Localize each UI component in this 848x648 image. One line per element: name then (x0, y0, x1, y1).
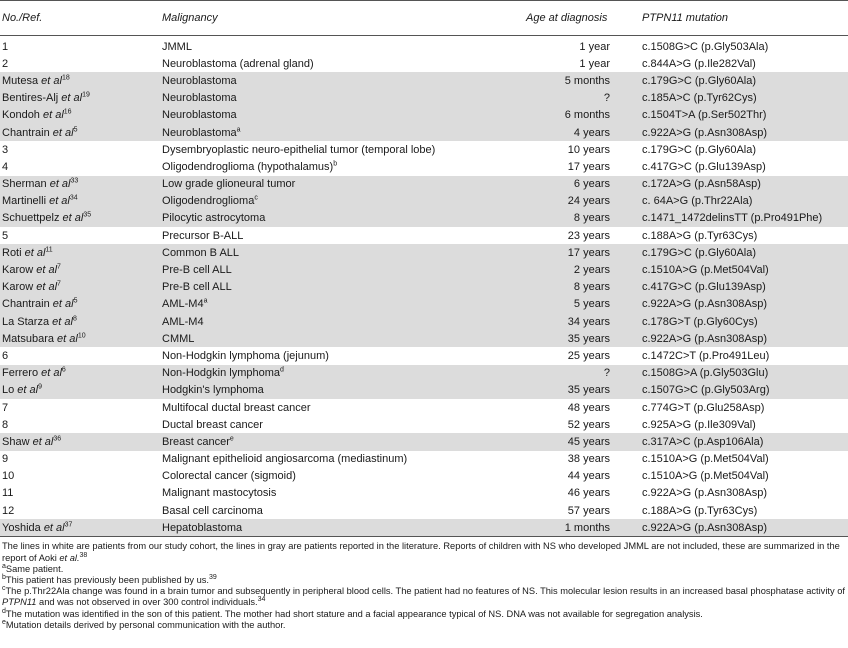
cell-malignancy: Common B ALL (160, 244, 478, 261)
cell-mutation: c.185A>C (p.Tyr62Cys) (638, 90, 848, 107)
cell-malignancy: Oligodendroglioma (hypothalamus)$^b$ (162, 160, 338, 173)
cell-age: 1 year (579, 57, 610, 70)
ref-etal: et al (52, 298, 74, 311)
cell-ref: 6 (2, 349, 9, 362)
table-row (0, 416, 848, 433)
ref-author: Matsubara (2, 332, 58, 345)
table-footnotes (0, 537, 848, 631)
ref-author: Schuettpelz (2, 212, 63, 225)
cell-malignancy: Neuroblastoma (adrenal gland) (162, 57, 314, 70)
table-row (0, 519, 848, 536)
table-row (0, 365, 848, 382)
footnote-d: $^d$The mutation was identified in the son of this patient. The mother had short stature and a facial appearance typical of NS. DNA was not available for segregation analysis. (2, 607, 703, 619)
cell-age: 1 months (478, 519, 638, 536)
ref-author: Lo (2, 384, 18, 397)
cell-mutation: c.188A>G (p.Tyr63Cys) (642, 229, 758, 242)
cell-ref: Sherman et $al^{33}$ (0, 176, 160, 193)
table-row (0, 347, 848, 364)
ref-etal: et al (41, 74, 62, 87)
cell-mutation: c.922A>G (p.Asn308Asp) (638, 124, 848, 141)
cell-malignancy: Pre-B cell ALL (160, 261, 478, 278)
cell-mutation: c.317A>C (p.Asp106Ala) (638, 433, 848, 450)
cell-malignancy: Neuroblastoma (160, 107, 478, 124)
cell-malignancy: CMML (160, 330, 478, 347)
cell-mutation: c.179G>C (p.Gly60Ala) (638, 72, 848, 89)
ref-etal: et al (24, 246, 46, 259)
ref-author: Bentires-Alj (2, 92, 62, 105)
cell-ref: 3 (2, 143, 9, 156)
cell-malignancy: Ductal breast cancer (162, 418, 263, 431)
cell-age: 45 years (478, 433, 638, 450)
ref-etal: et al (52, 126, 74, 139)
ref-author: Shaw (2, 435, 33, 448)
cell-age: ? (478, 90, 638, 107)
cell-ref: Ferrero et $al^6$ (0, 365, 160, 382)
ref-etal: et al (36, 264, 58, 277)
table-row (0, 227, 848, 244)
cell-mutation: c.178G>T (p.Gly60Cys) (638, 313, 848, 330)
cell-age: 23 years (567, 229, 610, 242)
table-row (0, 72, 848, 89)
table-row (0, 502, 848, 519)
cell-age: 52 years (567, 418, 610, 431)
ref-etal: et al (43, 521, 65, 534)
cell-ref: Chantrain et $al^5$ (0, 296, 160, 313)
table-row (0, 382, 848, 399)
cell-mutation: c.1510A>G (p.Met504Val) (642, 470, 769, 483)
cell-malignancy: Precursor B-ALL (162, 229, 244, 242)
table-row (0, 330, 848, 347)
table-body (0, 36, 848, 537)
table-row (0, 90, 848, 107)
cell-ref: Lo et $al^9$ (0, 382, 160, 399)
cell-mutation: c.774G>T (p.Glu258Asp) (642, 401, 765, 414)
table-row (0, 107, 848, 124)
cell-age: 2 years (478, 261, 638, 278)
cell-mutation: c.1510A>G (p.Met504Val) (642, 453, 769, 466)
table-row (0, 451, 848, 468)
ref-etal: et al (17, 384, 39, 397)
cell-mutation: c.179G>C (p.Gly60Ala) (638, 244, 848, 261)
cell-ref: 4 (2, 160, 9, 173)
ref-author: La Starza (2, 315, 53, 328)
cell-ref: Shaw et $al^{36}$ (0, 433, 160, 450)
cell-mutation: c.1510A>G (p.Met504Val) (638, 261, 848, 278)
cell-age: 8 years (478, 210, 638, 227)
cell-age: 5 years (478, 296, 638, 313)
cell-age: 17 years (478, 244, 638, 261)
header-age: Age at diagnosis (478, 1, 638, 36)
cell-age: ? (478, 365, 638, 382)
cell-ref: Karow et $al^7$ (0, 261, 160, 278)
cell-ref: Mutesa et $al^{18}$ (0, 72, 160, 89)
cell-ref: 11 (2, 487, 14, 500)
cell-age: 8 years (478, 279, 638, 296)
cell-age: 17 years (567, 160, 610, 173)
header-malignancy: Malignancy (160, 1, 478, 36)
ref-author: Roti (2, 246, 25, 259)
table-row (0, 261, 848, 278)
cell-age: 10 years (567, 143, 610, 156)
table-row (0, 279, 848, 296)
ref-author: Mutesa (2, 74, 42, 87)
cell-ref: 5 (2, 229, 9, 242)
cell-mutation: c.925A>G (p.Ile309Val) (642, 418, 756, 431)
ref-etal: et al (49, 195, 70, 208)
cell-age: 5 months (478, 72, 638, 89)
cell-mutation: c.922A>G (p.Asn308Asp) (642, 487, 768, 500)
table-row (0, 433, 848, 450)
cell-malignancy: Neuroblastoma (160, 90, 478, 107)
cell-mutation: c.417G>C (p.Glu139Asp) (638, 279, 848, 296)
cell-mutation: c.179G>C (p.Gly60Ala) (642, 143, 757, 156)
cell-ref: Martinelli et $al^{34}$ (0, 193, 160, 210)
cell-mutation: c.922A>G (p.Asn308Asp) (638, 330, 848, 347)
ref-etal: et al (49, 178, 71, 191)
ref-etal: et al (32, 435, 54, 448)
cell-age: 1 year (579, 40, 610, 53)
cell-mutation: c.1508G>A (p.Gly503Glu) (638, 365, 848, 382)
table-row (0, 485, 848, 502)
cell-ref: Bentires-Alj et $al^{19}$ (0, 90, 160, 107)
cell-malignancy: Breast cancer$^e$ (160, 433, 478, 450)
ref-author: Kondoh (2, 109, 43, 122)
cell-ref: Matsubara et $al^{10}$ (0, 330, 160, 347)
cell-mutation: c.1472C>T (p.Pro491Leu) (642, 349, 770, 362)
header-mutation: PTPN11 mutation (638, 1, 848, 36)
cell-malignancy: Pre-B cell ALL (160, 279, 478, 296)
cell-mutation: c.1471_1472delinsTT (p.Pro491Phe) (638, 210, 848, 227)
cell-age: 38 years (567, 453, 610, 466)
footnote-e: $^e$Mutation details derived by personal communication with the author. (2, 618, 286, 630)
table-row (0, 141, 848, 158)
cell-malignancy: Pilocytic astrocytoma (160, 210, 478, 227)
cell-age: 35 years (478, 382, 638, 399)
cell-mutation: c.188A>G (p.Tyr63Cys) (642, 504, 758, 517)
cell-malignancy: Low grade glioneural tumor (160, 176, 478, 193)
footnote-a: $^a$Same patient. (2, 562, 64, 574)
footnote-b: $^b$This patient has previously been published by us.$^{39}$ (2, 573, 217, 586)
cell-ref: 9 (2, 453, 9, 466)
table-row (0, 244, 848, 261)
cell-malignancy: Malignant epithelioid angiosarcoma (mediastinum) (162, 453, 408, 466)
table-row (0, 124, 848, 141)
table-row (0, 158, 848, 175)
ref-etal: et al (61, 92, 83, 105)
table-row (0, 36, 848, 56)
cell-mutation: c.844A>G (p.Ile282Val) (642, 57, 756, 70)
footnote-c: $^c$The p.Thr22Ala change was found in a brain tumor and subsequently in peripheral blood cells. The patient had no features of NS. This molecular lesion results in an increased basal phosphatase activity of PTPN11 and was not observed in over 300 control individuals.$^{34}$ (2, 585, 845, 608)
cell-mutation: c.1504T>A (p.Ser502Thr) (638, 107, 848, 124)
ref-author: Yoshida (2, 521, 44, 534)
footnote-intro: The lines in white are patients from our study cohort, the lines in gray are patients reported in the literature. Reports of children with NS who developed JMML are not included, these are summarized in the report of Aoki et al.$^{38}$ (2, 541, 840, 563)
cell-malignancy: Malignant mastocytosis (162, 487, 277, 500)
cell-malignancy: Hepatoblastoma (160, 519, 478, 536)
cell-ref: 8 (2, 418, 9, 431)
table-row (0, 399, 848, 416)
cell-ref: Yoshida et $al^{37}$ (0, 519, 160, 536)
ref-etal: et al (42, 109, 64, 122)
cell-age: 57 years (567, 504, 610, 517)
cell-age: 46 years (567, 487, 610, 500)
cell-age: 24 years (478, 193, 638, 210)
cell-ref: 1 (2, 40, 9, 53)
ref-etal: et al (52, 315, 73, 328)
cell-ref: 12 (2, 504, 15, 517)
ref-etal: et al (36, 281, 58, 294)
cell-ref: Chantrain et $al^5$ (0, 124, 160, 141)
cell-malignancy: Dysembryoplastic neuro-epithelial tumor (temporal lobe) (162, 143, 436, 156)
table-row (0, 210, 848, 227)
cell-malignancy: Colorectal cancer (sigmoid) (162, 470, 296, 483)
cell-malignancy: Basal cell carcinoma (162, 504, 263, 517)
cell-ref: Roti et $al^{11}$ (0, 244, 160, 261)
header-ref: No./Ref. (0, 1, 160, 36)
cell-malignancy: Multifocal ductal breast cancer (162, 401, 311, 414)
cell-age: 34 years (478, 313, 638, 330)
cell-age: 35 years (478, 330, 638, 347)
cell-age: 4 years (478, 124, 638, 141)
cell-malignancy: AML-M4 (160, 313, 478, 330)
cell-mutation: c.172A>G (p.Asn58Asp) (638, 176, 848, 193)
table-row (0, 296, 848, 313)
table-header-row (0, 1, 848, 36)
cell-age: 44 years (567, 470, 610, 483)
cell-mutation: c. 64A>G (p.Thr22Ala) (638, 193, 848, 210)
ref-author: Chantrain (2, 298, 53, 311)
table-row (0, 176, 848, 193)
ref-author: Chantrain (2, 126, 53, 139)
cell-age: 6 years (478, 176, 638, 193)
cell-malignancy: AML-M4$^a$ (160, 296, 478, 313)
cell-ref: Kondoh et $al^{16}$ (0, 107, 160, 124)
cell-age: 25 years (567, 349, 610, 362)
cell-ref: La Starza et $al^8$ (0, 313, 160, 330)
cell-age: 6 months (478, 107, 638, 124)
cell-malignancy: Oligodendroglioma$^c$ (160, 193, 478, 210)
cell-ref: 2 (2, 57, 9, 70)
table-row (0, 193, 848, 210)
cell-age: 48 years (567, 401, 610, 414)
ref-etal: et al (57, 332, 78, 345)
table-row (0, 313, 848, 330)
cell-malignancy: Hodgkin's lymphoma (160, 382, 478, 399)
ref-author: Sherman (2, 178, 50, 191)
ref-author: Karow (2, 264, 37, 277)
cell-ref: 10 (2, 470, 15, 483)
ref-author: Ferrero (2, 367, 42, 380)
cell-malignancy: Non-Hodgkin lymphoma$^d$ (160, 365, 478, 382)
ref-author: Martinelli (2, 195, 50, 208)
ref-author: Karow (2, 281, 37, 294)
table-row (0, 468, 848, 485)
cell-malignancy: Neuroblastoma (160, 72, 478, 89)
ref-etal: et al (62, 212, 84, 225)
ref-etal: et al (41, 367, 62, 380)
cell-malignancy: JMML (162, 40, 192, 53)
cell-ref: Schuettpelz et $al^{35}$ (0, 210, 160, 227)
cell-mutation: c.922A>G (p.Asn308Asp) (638, 519, 848, 536)
table-row (0, 55, 848, 72)
cell-mutation: c.1508G>C (p.Gly503Ala) (642, 40, 769, 53)
cell-ref: Karow et $al^7$ (0, 279, 160, 296)
cell-malignancy: Neuroblastoma$^a$ (160, 124, 478, 141)
cell-mutation: c.1507G>C (p.Gly503Arg) (638, 382, 848, 399)
cell-mutation: c.922A>G (p.Asn308Asp) (638, 296, 848, 313)
cell-ref: 7 (2, 401, 9, 414)
cell-malignancy: Non-Hodgkin lymphoma (jejunum) (162, 349, 329, 362)
cell-mutation: c.417G>C (p.Glu139Asp) (642, 160, 766, 173)
